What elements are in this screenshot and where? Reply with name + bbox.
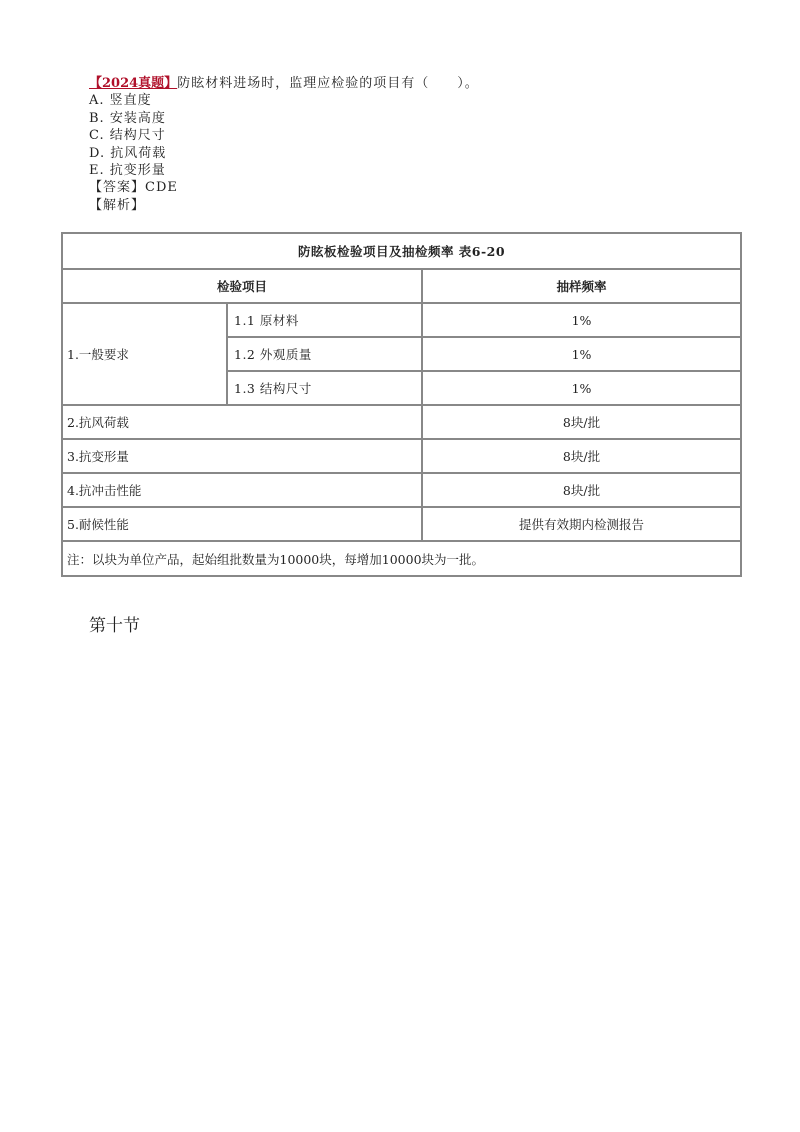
question-stem-line xyxy=(89,75,479,92)
header-item: 检验项目 xyxy=(62,269,422,303)
row-item: 5.耐候性能 xyxy=(62,507,422,541)
section-heading: 第十节 xyxy=(89,616,140,636)
option-d: D. 抗风荷载 xyxy=(89,145,167,161)
row-item: 4.抗冲击性能 xyxy=(62,473,422,507)
row-frequency: 8块/批 xyxy=(422,473,741,507)
row-frequency: 提供有效期内检测报告 xyxy=(422,507,741,541)
sub-frequency: 1% xyxy=(422,303,741,337)
option-e: E. 抗变形量 xyxy=(89,163,166,179)
table-title: 防眩板检验项目及抽检频率 表6-20 xyxy=(62,233,741,269)
sub-item: 1.3 结构尺寸 xyxy=(227,371,422,405)
inspection-table xyxy=(61,232,742,577)
general-requirements: 1.一般要求 xyxy=(62,303,227,405)
option-a: A. 竖直度 xyxy=(89,93,152,109)
row-item: 2.抗风荷载 xyxy=(62,405,422,439)
year-tag: 【2024真题】 xyxy=(89,76,178,91)
row-frequency: 8块/批 xyxy=(422,405,741,439)
sub-item: 1.2 外观质量 xyxy=(227,337,422,371)
answer-line: 【答案】CDE xyxy=(89,180,178,196)
row-frequency: 8块/批 xyxy=(422,439,741,473)
sub-frequency: 1% xyxy=(422,337,741,371)
table-note: 注：以块为单位产品，起始组批数量为10000块，每增加10000块为一批。 xyxy=(62,541,741,576)
question-stem: 防眩材料进场时，监理应检验的项目有（ ）。 xyxy=(177,76,479,91)
option-c: C. 结构尺寸 xyxy=(89,128,166,144)
sub-frequency: 1% xyxy=(422,371,741,405)
row-item: 3.抗变形量 xyxy=(62,439,422,473)
sub-item: 1.1 原材料 xyxy=(227,303,422,337)
option-b: B. 安装高度 xyxy=(89,110,166,126)
question-block xyxy=(89,75,479,214)
header-frequency: 抽样频率 xyxy=(422,269,741,303)
analysis-label: 【解析】 xyxy=(89,197,146,213)
